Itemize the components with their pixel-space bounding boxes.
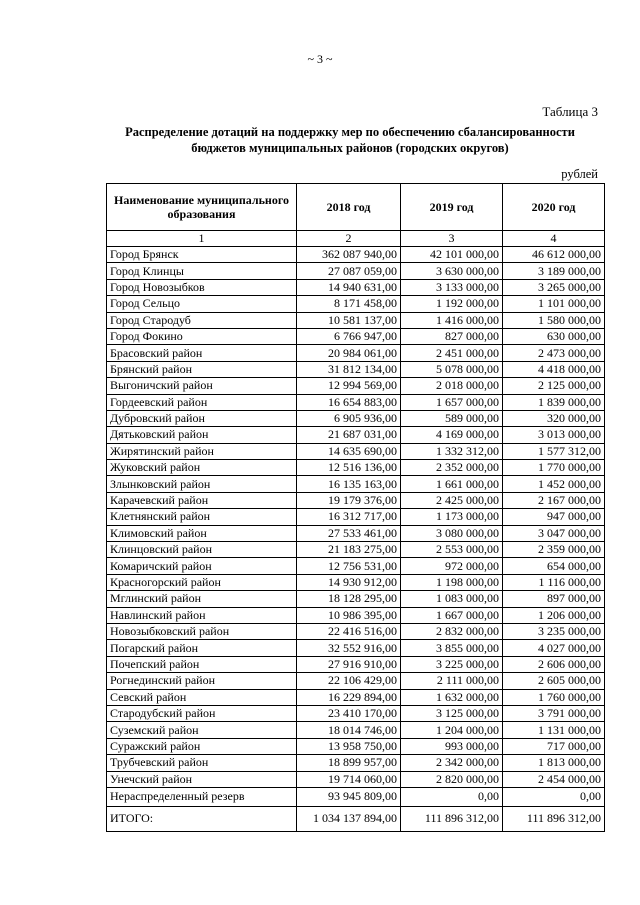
value-2018: 27 087 059,00 — [297, 263, 401, 279]
value-2020: 1 206 000,00 — [503, 607, 605, 623]
value-2019: 3 225 000,00 — [401, 656, 503, 672]
municipality-name: Город Брянск — [107, 247, 297, 263]
municipality-name: Карачевский район — [107, 492, 297, 508]
municipality-name: Клетнянский район — [107, 509, 297, 525]
value-2018: 12 994 569,00 — [297, 378, 401, 394]
value-2019: 2 820 000,00 — [401, 771, 503, 787]
value-2018: 362 087 940,00 — [297, 247, 401, 263]
header-row — [107, 184, 605, 231]
municipality-name: Погарский район — [107, 640, 297, 656]
table-row — [107, 476, 605, 492]
total-2020: 111 896 312,00 — [503, 806, 605, 831]
table-row — [107, 460, 605, 476]
value-2020: 3 047 000,00 — [503, 525, 605, 541]
table-row — [107, 378, 605, 394]
municipality-name: Трубчевский район — [107, 755, 297, 771]
title-line-2: бюджетов муниципальных районов (городских округов) — [191, 141, 509, 155]
value-2019: 827 000,00 — [401, 328, 503, 344]
value-2019: 1 416 000,00 — [401, 312, 503, 328]
value-2018: 16 654 883,00 — [297, 394, 401, 410]
value-2020: 897 000,00 — [503, 591, 605, 607]
municipality-name: Город Фокино — [107, 328, 297, 344]
value-2020: 2 167 000,00 — [503, 492, 605, 508]
value-2019: 3 630 000,00 — [401, 263, 503, 279]
value-2020: 320 000,00 — [503, 410, 605, 426]
value-2018: 19 714 060,00 — [297, 771, 401, 787]
value-2018: 18 014 746,00 — [297, 722, 401, 738]
municipality-name: Почепский район — [107, 656, 297, 672]
value-2020: 1 116 000,00 — [503, 574, 605, 590]
value-2018: 21 687 031,00 — [297, 427, 401, 443]
total-label: ИТОГО: — [107, 806, 297, 831]
value-2020: 46 612 000,00 — [503, 247, 605, 263]
table-row — [107, 263, 605, 279]
value-2018: 18 899 957,00 — [297, 755, 401, 771]
value-2019: 2 018 000,00 — [401, 378, 503, 394]
subsidy-table — [106, 183, 605, 832]
table-row — [107, 394, 605, 410]
value-2019: 2 832 000,00 — [401, 623, 503, 639]
municipality-name: Комаричский район — [107, 558, 297, 574]
value-2019: 1 667 000,00 — [401, 607, 503, 623]
municipality-name: Мглинский район — [107, 591, 297, 607]
value-2020: 3 013 000,00 — [503, 427, 605, 443]
value-2019: 3 855 000,00 — [401, 640, 503, 656]
value-2019: 1 632 000,00 — [401, 689, 503, 705]
table-row — [107, 427, 605, 443]
table-row — [107, 410, 605, 426]
table-row — [107, 722, 605, 738]
value-2018: 6 905 936,00 — [297, 410, 401, 426]
municipality-name: Красногорский район — [107, 574, 297, 590]
value-2020: 947 000,00 — [503, 509, 605, 525]
column-number: 2 — [297, 231, 401, 247]
municipality-name: Брасовский район — [107, 345, 297, 361]
value-2020: 2 125 000,00 — [503, 378, 605, 394]
header-name: Наименование муниципального образования — [107, 184, 297, 231]
value-2020: 1 760 000,00 — [503, 689, 605, 705]
table-row — [107, 296, 605, 312]
table-row — [107, 673, 605, 689]
total-2018: 1 034 137 894,00 — [297, 806, 401, 831]
value-2019: 1 198 000,00 — [401, 574, 503, 590]
value-2020: 2 454 000,00 — [503, 771, 605, 787]
value-2018: 16 312 717,00 — [297, 509, 401, 525]
value-2018: 10 986 395,00 — [297, 607, 401, 623]
table-row — [107, 689, 605, 705]
value-2019: 1 661 000,00 — [401, 476, 503, 492]
reserve-row — [107, 787, 605, 806]
table-row — [107, 443, 605, 459]
value-2020: 2 473 000,00 — [503, 345, 605, 361]
value-2018: 27 533 461,00 — [297, 525, 401, 541]
value-2018: 27 916 910,00 — [297, 656, 401, 672]
value-2019: 1 657 000,00 — [401, 394, 503, 410]
value-2018: 12 756 531,00 — [297, 558, 401, 574]
value-2018: 18 128 295,00 — [297, 591, 401, 607]
value-2018: 14 930 912,00 — [297, 574, 401, 590]
table-row — [107, 623, 605, 639]
value-2019: 1 192 000,00 — [401, 296, 503, 312]
table-row — [107, 328, 605, 344]
value-2020: 3 791 000,00 — [503, 705, 605, 721]
municipality-name: Климовский район — [107, 525, 297, 541]
value-2018: 31 812 134,00 — [297, 361, 401, 377]
table-row — [107, 705, 605, 721]
municipality-name: Суземский район — [107, 722, 297, 738]
table-body — [107, 247, 605, 788]
value-2020: 4 027 000,00 — [503, 640, 605, 656]
value-2019: 2 451 000,00 — [401, 345, 503, 361]
value-2018: 23 410 170,00 — [297, 705, 401, 721]
value-2020: 3 235 000,00 — [503, 623, 605, 639]
municipality-name: Злынковский район — [107, 476, 297, 492]
value-2019: 2 342 000,00 — [401, 755, 503, 771]
value-2019: 993 000,00 — [401, 738, 503, 754]
value-2018: 19 179 376,00 — [297, 492, 401, 508]
total-2019: 111 896 312,00 — [401, 806, 503, 831]
value-2019: 2 425 000,00 — [401, 492, 503, 508]
value-2018: 14 635 690,00 — [297, 443, 401, 459]
municipality-name: Навлинский район — [107, 607, 297, 623]
value-2020: 1 580 000,00 — [503, 312, 605, 328]
column-number: 4 — [503, 231, 605, 247]
value-2018: 21 183 275,00 — [297, 542, 401, 558]
page-number: ~ 3 ~ — [307, 52, 333, 66]
municipality-name: Суражский район — [107, 738, 297, 754]
value-2020: 1 577 312,00 — [503, 443, 605, 459]
value-2020: 1 131 000,00 — [503, 722, 605, 738]
value-2019: 4 169 000,00 — [401, 427, 503, 443]
table-row — [107, 509, 605, 525]
value-2020: 3 189 000,00 — [503, 263, 605, 279]
value-2018: 14 940 631,00 — [297, 279, 401, 295]
value-2020: 1 770 000,00 — [503, 460, 605, 476]
value-2018: 22 106 429,00 — [297, 673, 401, 689]
table-row — [107, 279, 605, 295]
value-2019: 1 173 000,00 — [401, 509, 503, 525]
reserve-2019: 0,00 — [401, 787, 503, 806]
value-2020: 3 265 000,00 — [503, 279, 605, 295]
value-2018: 8 171 458,00 — [297, 296, 401, 312]
reserve-2018: 93 945 809,00 — [297, 787, 401, 806]
table-row — [107, 312, 605, 328]
value-2020: 2 605 000,00 — [503, 673, 605, 689]
column-number: 3 — [401, 231, 503, 247]
value-2019: 5 078 000,00 — [401, 361, 503, 377]
column-number-row — [107, 231, 605, 247]
reserve-label: Нераспределенный резерв — [107, 787, 297, 806]
value-2019: 972 000,00 — [401, 558, 503, 574]
municipality-name: Дубровский район — [107, 410, 297, 426]
value-2019: 1 332 312,00 — [401, 443, 503, 459]
value-2019: 3 125 000,00 — [401, 705, 503, 721]
header-2020: 2020 год — [503, 184, 605, 231]
value-2020: 2 359 000,00 — [503, 542, 605, 558]
table-row — [107, 525, 605, 541]
value-2019: 2 553 000,00 — [401, 542, 503, 558]
table-row — [107, 345, 605, 361]
value-2020: 1 839 000,00 — [503, 394, 605, 410]
table-row — [107, 771, 605, 787]
municipality-name: Унечский район — [107, 771, 297, 787]
value-2018: 22 416 516,00 — [297, 623, 401, 639]
municipality-name: Рогнединский район — [107, 673, 297, 689]
municipality-name: Город Сельцо — [107, 296, 297, 312]
header-2019: 2019 год — [401, 184, 503, 231]
table-row — [107, 247, 605, 263]
municipality-name: Стародубский район — [107, 705, 297, 721]
table-row — [107, 656, 605, 672]
total-row — [107, 806, 605, 831]
value-2020: 630 000,00 — [503, 328, 605, 344]
value-2019: 1 083 000,00 — [401, 591, 503, 607]
table-row — [107, 542, 605, 558]
table-label: Таблица 3 — [542, 104, 598, 119]
municipality-name: Город Клинцы — [107, 263, 297, 279]
reserve-2020: 0,00 — [503, 787, 605, 806]
value-2020: 1 101 000,00 — [503, 296, 605, 312]
value-2018: 16 229 894,00 — [297, 689, 401, 705]
municipality-name: Гордеевский район — [107, 394, 297, 410]
municipality-name: Дятьковский район — [107, 427, 297, 443]
value-2020: 1 452 000,00 — [503, 476, 605, 492]
value-2018: 10 581 137,00 — [297, 312, 401, 328]
value-2019: 589 000,00 — [401, 410, 503, 426]
municipality-name: Севский район — [107, 689, 297, 705]
value-2020: 4 418 000,00 — [503, 361, 605, 377]
table-row — [107, 361, 605, 377]
municipality-name: Клинцовский район — [107, 542, 297, 558]
municipality-name: Жирятинский район — [107, 443, 297, 459]
value-2020: 2 606 000,00 — [503, 656, 605, 672]
municipality-name: Брянский район — [107, 361, 297, 377]
table-row — [107, 607, 605, 623]
table-title — [100, 124, 600, 156]
value-2019: 3 133 000,00 — [401, 279, 503, 295]
value-2018: 12 516 136,00 — [297, 460, 401, 476]
value-2018: 20 984 061,00 — [297, 345, 401, 361]
value-2018: 13 958 750,00 — [297, 738, 401, 754]
table-row — [107, 755, 605, 771]
table-row — [107, 738, 605, 754]
value-2020: 1 813 000,00 — [503, 755, 605, 771]
value-2019: 42 101 000,00 — [401, 247, 503, 263]
table-row — [107, 492, 605, 508]
value-2018: 16 135 163,00 — [297, 476, 401, 492]
table-row — [107, 574, 605, 590]
table-row — [107, 558, 605, 574]
value-2019: 3 080 000,00 — [401, 525, 503, 541]
value-2018: 32 552 916,00 — [297, 640, 401, 656]
title-line-1: Распределение дотаций на поддержку мер по обеспечению сбалансированности — [125, 125, 575, 139]
value-2019: 2 111 000,00 — [401, 673, 503, 689]
table-row — [107, 640, 605, 656]
value-2020: 717 000,00 — [503, 738, 605, 754]
table-row — [107, 591, 605, 607]
municipality-name: Новозыбковский район — [107, 623, 297, 639]
municipality-name: Город Новозыбков — [107, 279, 297, 295]
municipality-name: Город Стародуб — [107, 312, 297, 328]
value-2019: 1 204 000,00 — [401, 722, 503, 738]
value-2018: 6 766 947,00 — [297, 328, 401, 344]
column-number: 1 — [107, 231, 297, 247]
header-2018: 2018 год — [297, 184, 401, 231]
units-label: рублей — [561, 167, 598, 181]
value-2020: 654 000,00 — [503, 558, 605, 574]
municipality-name: Жуковский район — [107, 460, 297, 476]
municipality-name: Выгоничский район — [107, 378, 297, 394]
value-2019: 2 352 000,00 — [401, 460, 503, 476]
